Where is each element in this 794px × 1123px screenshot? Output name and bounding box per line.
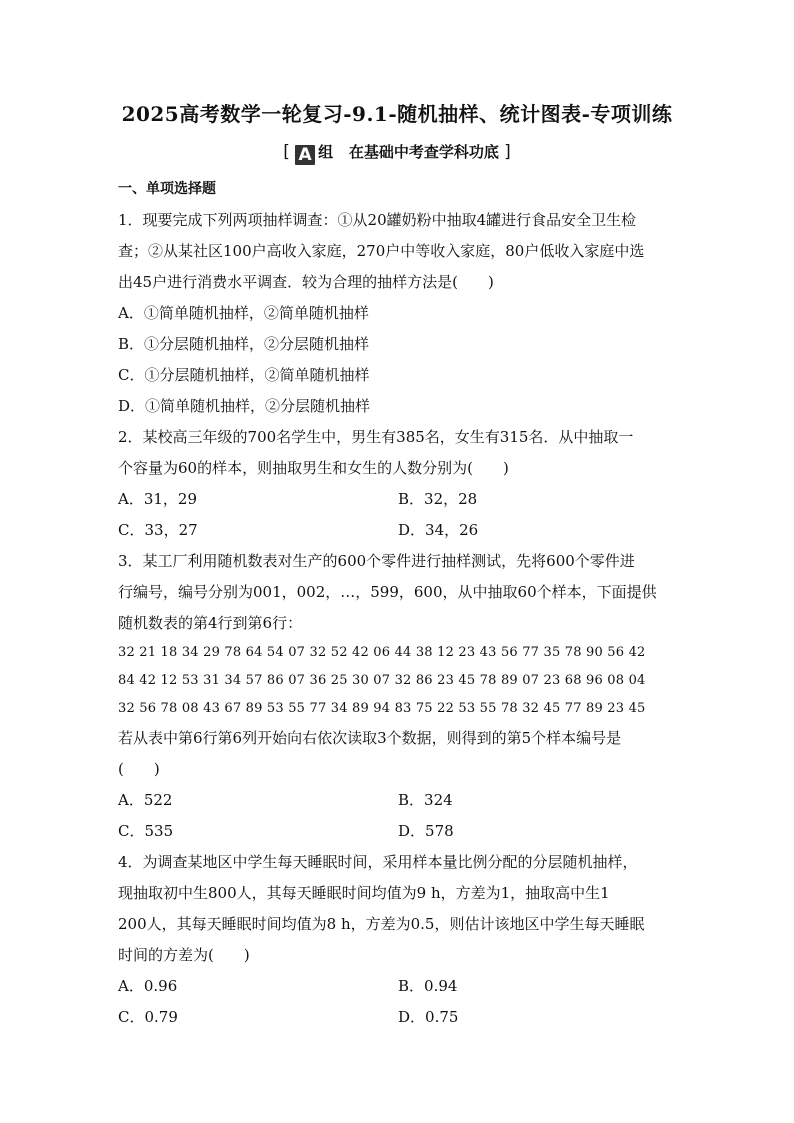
- random-number-table: [118, 639, 678, 723]
- question-text-line: 1．现要完成下列两项抽样调查：①从20罐奶粉中抽取4罐进行食品安全卫生检: [118, 211, 637, 229]
- question-text-line: 行编号，编号分别为001，002，…，599，600，从中抽取60个样本，下面提供: [118, 583, 657, 601]
- group-a-badge: A: [295, 145, 315, 165]
- question-text-line: 时间的方差为( ): [118, 946, 250, 964]
- option-b: B．0.94: [398, 977, 458, 995]
- question-3: [118, 546, 678, 847]
- option-c: C．535: [118, 822, 174, 840]
- random-table-row: 32 56 78 08 43 67 89 53 55 77 34 89 94 83 75 22 53 55 78 32 45 77 89 23 45: [118, 701, 646, 716]
- option-d: D．①简单随机抽样，②分层随机抽样: [118, 397, 371, 415]
- question-text-line: 200人，其每天睡眠时间均值为8 h，方差为0.5，则估计该地区中学生每天睡眠: [118, 915, 645, 933]
- options-row: [118, 515, 678, 546]
- question-text-line: 个容量为60的样本，则抽取男生和女生的人数分别为( ): [118, 459, 509, 477]
- group-description: 在基础中考查学科功底: [348, 143, 499, 161]
- question-1: [118, 205, 678, 422]
- question-text-line: 出45户进行消费水平调查．较为合理的抽样方法是( ): [118, 273, 494, 291]
- random-table-row: 84 42 12 53 31 34 57 86 07 36 25 30 07 32 86 23 45 78 89 07 23 68 96 08 04: [118, 673, 646, 688]
- options-row: [118, 1002, 678, 1033]
- random-table-row: 32 21 18 34 29 78 64 54 07 32 52 42 06 44 38 12 23 43 56 77 35 78 90 56 42: [118, 645, 646, 660]
- question-text-line: 2．某校高三年级的700名学生中，男生有385名，女生有315名．从中抽取一: [118, 428, 634, 446]
- question-4: [118, 847, 678, 1033]
- option-c: C．①分层随机抽样，②简单随机抽样: [118, 366, 370, 384]
- section-heading: 一、单项选择题: [118, 181, 216, 197]
- options-row: [118, 785, 678, 816]
- question-text-line: 若从表中第6行第6列开始向右依次读取3个数据，则得到的第5个样本编号是: [118, 729, 622, 747]
- option-b: B．①分层随机抽样，②分层随机抽样: [118, 335, 370, 353]
- options-row: [118, 971, 678, 1002]
- group-subheading: [0, 141, 794, 165]
- option-d: D．578: [398, 822, 454, 840]
- question-text-line: 查；②从某社区100户高收入家庭，270户中等收入家庭，80户低收入家庭中选: [118, 242, 645, 260]
- group-label: 组: [318, 143, 334, 161]
- option-d: D．34，26: [398, 521, 479, 539]
- option-b: B．32，28: [398, 490, 478, 508]
- option-a: A．0.96: [118, 977, 178, 995]
- question-text-line: 3．某工厂利用随机数表对生产的600个零件进行抽样测试，先将600个零件进: [118, 552, 635, 570]
- page-title: 2025高考数学一轮复习-9.1-随机抽样、统计图表-专项训练: [121, 102, 673, 126]
- question-text-line: 随机数表的第4行到第6行：: [118, 614, 303, 632]
- question-content: [118, 174, 678, 1033]
- bracket-open: [: [283, 142, 290, 162]
- option-d: D．0.75: [398, 1008, 459, 1026]
- option-b: B．324: [398, 791, 453, 809]
- option-a: A．522: [118, 791, 173, 809]
- question-2: [118, 422, 678, 546]
- options-row: [118, 484, 678, 515]
- option-a: A．①简单随机抽样，②简单随机抽样: [118, 304, 369, 322]
- option-c: C．0.79: [118, 1008, 178, 1026]
- options-row: [118, 816, 678, 847]
- question-text-line: 4．为调查某地区中学生每天睡眠时间，采用样本量比例分配的分层随机抽样，: [118, 853, 638, 871]
- question-text-line: ( ): [118, 760, 160, 778]
- question-text-line: 现抽取初中生800人，其每天睡眠时间均值为9 h，方差为1，抽取高中生1: [118, 884, 610, 902]
- option-c: C．33，27: [118, 521, 198, 539]
- bracket-close: ]: [504, 142, 511, 162]
- option-a: A．31，29: [118, 490, 198, 508]
